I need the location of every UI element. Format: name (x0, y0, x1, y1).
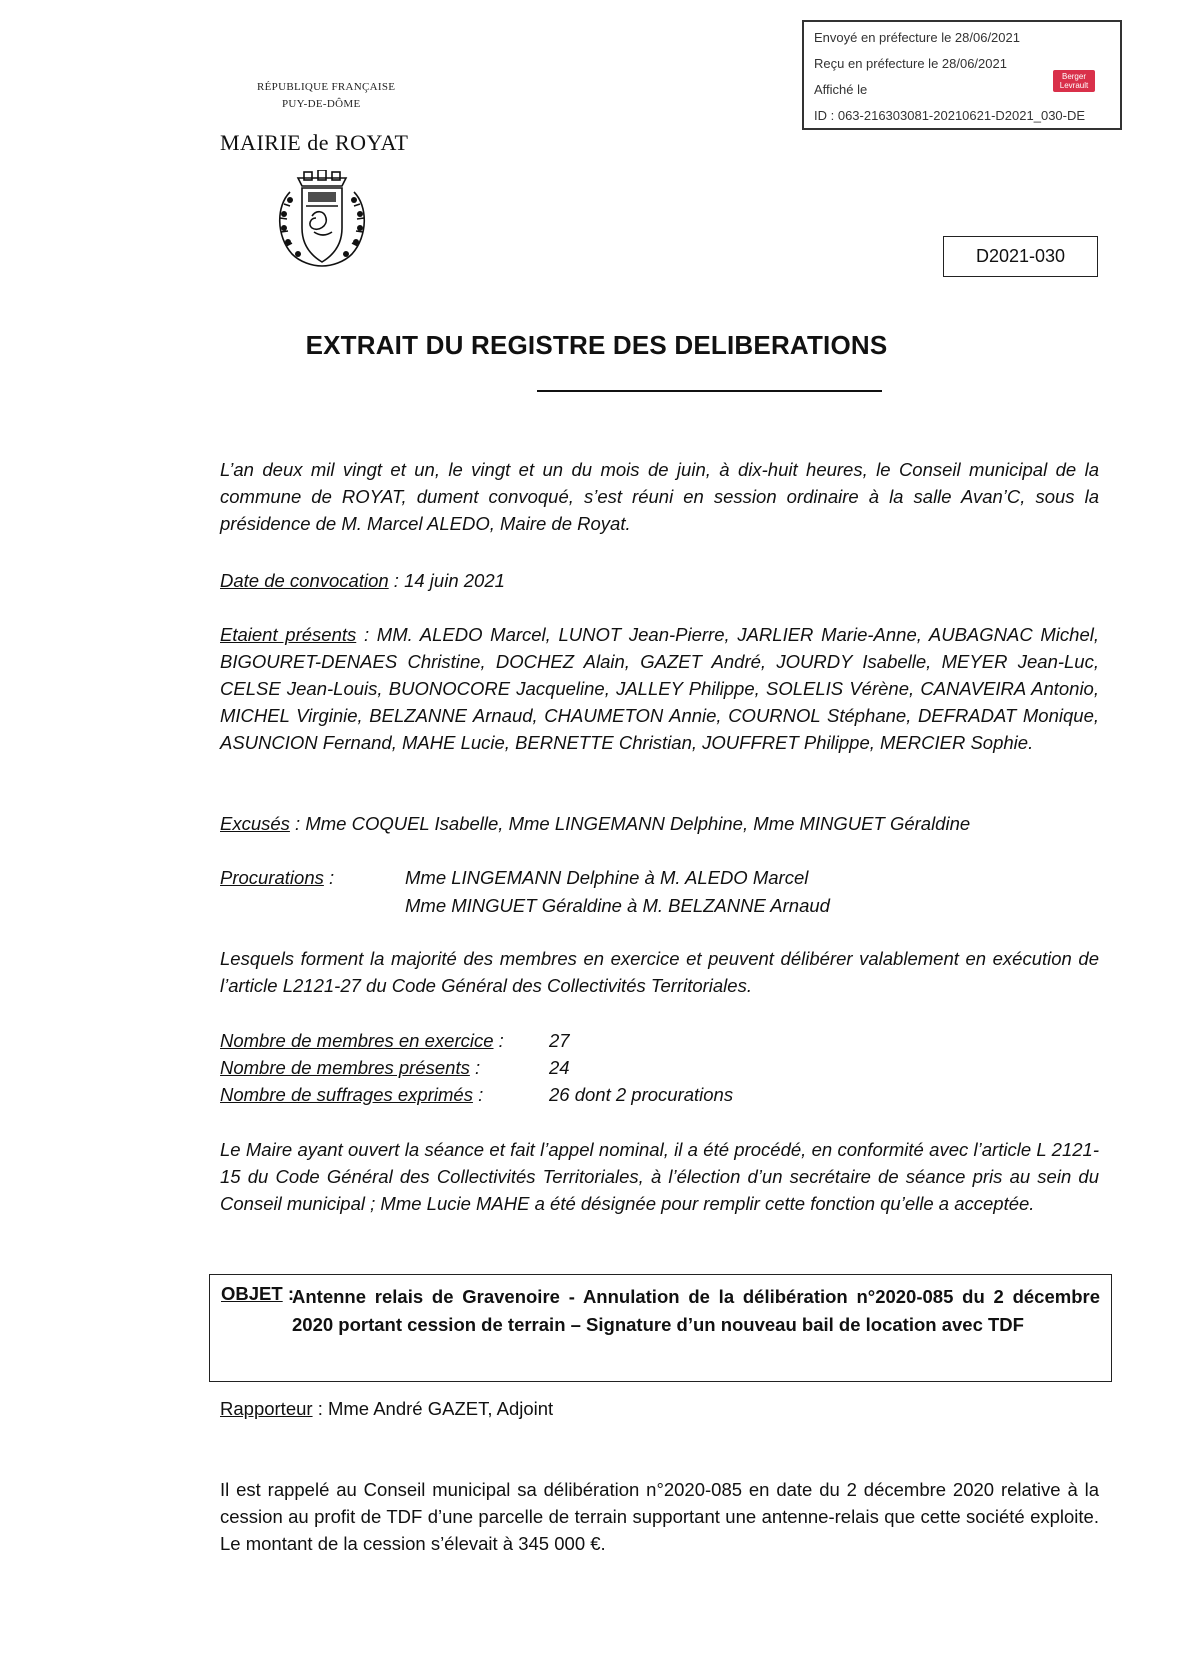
rappel-paragraph: Il est rappelé au Conseil municipal sa délibération n°2020-085 en date du 2 décembre 2020 relative à la cession au profit de TDF d’une parcelle de terrain supportant une antenne-relais que cette société exploite. Le montant de la cession s’élevait à 345 000 €. (220, 1479, 1099, 1554)
majorite-paragraph: Lesquels forment la majorité des membres en exercice et peuvent délibérer valablement en exécution de l’article L2121-27 du Code Général des Collectivités Territoriales. (220, 948, 1099, 996)
count-label-presents: Nombre de membres présents : (220, 1057, 481, 1078)
count-label-suffrages: Nombre de suffrages exprimés : (220, 1084, 484, 1105)
stamp-recu: Reçu en préfecture le 28/06/2021 (814, 56, 1007, 71)
republique-label: RÉPUBLIQUE FRANÇAISE (257, 81, 396, 93)
count-value-presents: 24 (549, 1057, 570, 1078)
stamp-id: ID : 063-216303081-20210621-D2021_030-DE (814, 108, 1086, 123)
excuses-list: Mme COQUEL Isabelle, Mme LINGEMANN Delphine, Mme MINGUET Géraldine (305, 813, 971, 834)
objet-text: Antenne relais de Gravenoire - Annulation de la délibération n°2020-085 du 2 décembre 2020 portant cession de terrain – Signature d’un nouveau bail de location avec TDF (292, 1286, 1100, 1335)
convocation-label: Date de convocation (220, 570, 389, 591)
excuses-line: Excusés : Mme COQUEL Isabelle, Mme LINGEMANN Delphine, Mme MINGUET Géraldine (220, 813, 971, 834)
rapporteur-label: Rapporteur (220, 1398, 313, 1419)
deliberation-reference: D2021-030 (943, 236, 1098, 277)
count-value-suffrages: 26 dont 2 procurations (549, 1084, 734, 1105)
stamp-envoye: Envoyé en préfecture le 28/06/2021 (814, 30, 1020, 45)
count-value-exercice: 27 (549, 1030, 570, 1051)
rapporteur-name: Mme André GAZET, Adjoint (327, 1398, 554, 1419)
objet-box (209, 1274, 1112, 1382)
presents-label: Etaient présents (220, 624, 357, 645)
secretaire-paragraph: Le Maire ayant ouvert la séance et fait l’appel nominal, il a été procédé, en conformité avec l’article L 2121-15 du Code Général des Collectivités Territoriales, à l’élection d’un secrétaire de séance pris au sein du Conseil municipal ; Mme Lucie MAHE a été désignée pour remplir cette fonction qu’elle a acceptée. (220, 1139, 1099, 1214)
presents-list: MM. ALEDO Marcel, LUNOT Jean-Pierre, JARLIER Marie-Anne, AUBAGNAC Michel, BIGOURET-DENAES Christine, DOCHEZ Alain, GAZET André, JOURDY Isabelle, MEYER Jean-Luc, CELSE Jean-Louis, BUONOCORE Jacqueline, JALLEY Philippe, SOLELIS Vérène, CANAVEIRA Antonio, MICHEL Virginie, BELZANNE Arnaud, CHAUMETON Annie, COURNOL Stéphane, DEFRADAT Monique, ASUNCION Fernand, MAHE Lucie, BERNETTE Christian, JOUFFRET Philippe, MERCIER Sophie. (220, 624, 1099, 753)
procurations-label-line: Procurations : (220, 867, 335, 888)
convocation-date: 14 juin 2021 (404, 570, 505, 591)
title-divider (537, 390, 882, 392)
presents-paragraph: Etaient présents : MM. ALEDO Marcel, LUNOT Jean-Pierre, JARLIER Marie-Anne, AUBAGNAC Michel, BIGOURET-DENAES Christine, DOCHEZ Alain, GAZET André, JOURDY Isabelle, MEYER Jean-Luc, CELSE Jean-Louis, BUONOCORE Jacqueline, JALLEY Philippe, SOLELIS Vérène, CANAVEIRA Antonio, MICHEL Virginie, BELZANNE Arnaud, CHAUMETON Annie, COURNOL Stéphane, DEFRADAT Monique, ASUNCION Fernand, MAHE Lucie, BERNETTE Christian, JOUFFRET Philippe, MERCIER Sophie. (220, 624, 1099, 753)
procuration-item: Mme LINGEMANN Delphine à M. ALEDO Marcel (405, 867, 809, 888)
procurations-label: Procurations (220, 867, 324, 888)
objet-label: OBJET : (221, 1283, 294, 1304)
document-title: EXTRAIT DU REGISTRE DES DELIBERATIONS (305, 330, 888, 360)
mairie-title: MAIRIE de ROYAT (220, 130, 409, 155)
rapporteur-line: Rapporteur : Mme André GAZET, Adjoint (220, 1398, 554, 1419)
convocation-line: Date de convocation : 14 juin 2021 (220, 570, 505, 591)
departement-label: PUY-DE-DÔME (282, 98, 361, 110)
excuses-label: Excusés (220, 813, 290, 834)
prefecture-stamp (802, 20, 1122, 130)
procuration-item: Mme MINGUET Géraldine à M. BELZANNE Arnaud (405, 895, 830, 916)
royat-coat-of-arms-icon (268, 170, 376, 272)
intro-paragraph: L’an deux mil vingt et un, le vingt et un du mois de juin, à dix-huit heures, le Conseil municipal de la commune de ROYAT, dument convoqué, s’est réuni en session ordinaire à la salle Avan’C, sous la présidence de M. Marcel ALEDO, Maire de Royat. (220, 459, 1099, 534)
count-label-exercice: Nombre de membres en exercice : (220, 1030, 504, 1051)
berger-levrault-logo: Berger Levrault (1053, 70, 1095, 92)
stamp-affiche: Affiché le (814, 82, 868, 97)
